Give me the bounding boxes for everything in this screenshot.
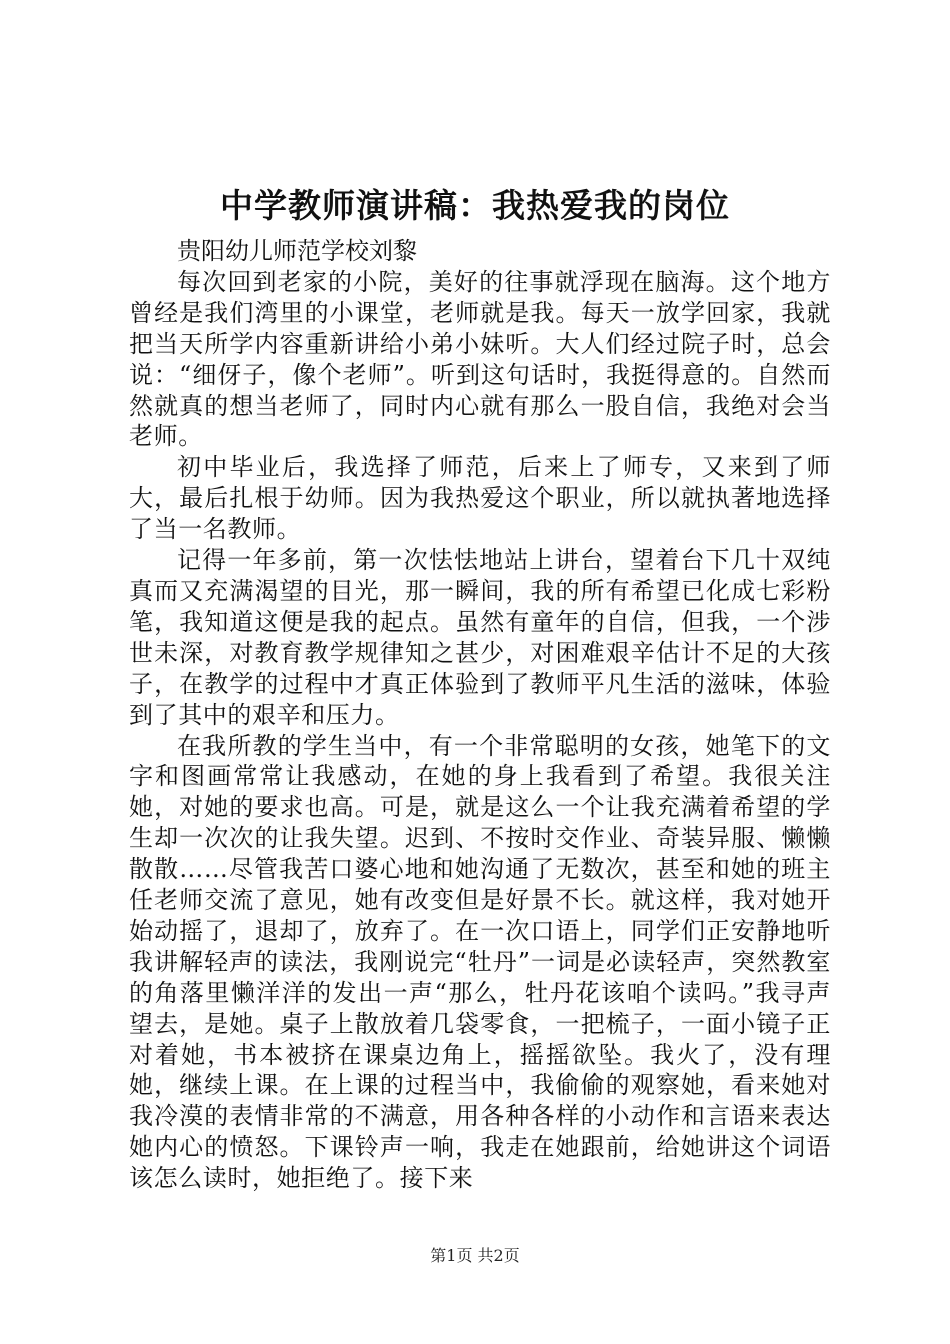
document-body	[129, 236, 831, 1194]
paragraph-4: 在我所教的学生当中，有一个非常聪明的女孩，她笔下的文字和图画常常让我感动，在她的身上我看到了希望。我很关注她，对她的要求也高。可是，就是这么一个让我充满着希望的学生却一次次的让我失望。迟到、不按时交作业、奇装异服、懒懒散散……尽管我苦口婆心地和她沟通了无数次，甚至和她的班主任老师交流了意见，她有改变但是好景不长。就这样，我对她开始动摇了，退却了，放弃了。在一次口语上，同学们正安静地听我讲解轻声的读法，我刚说完“牡丹”一词是必读轻声，突然教室的角落里懒洋洋的发出一声“那么，牡丹花该咱个读吗。”我寻声望去，是她。桌子上散放着几袋零食，一把梳子，一面小镜子正对着她，书本被挤在课桌边角上，摇摇欲坠。我火了，没有理她，继续上课。在上课的过程当中，我偷偷的观察她，看来她对我冷漠的表情非常的不满意，用各种各样的小动作和言语来表达她内心的愤怒。下课铃声一响，我走在她跟前，给她讲这个词语该怎么读时，她拒绝了。接下来	[129, 731, 831, 1193]
paragraph-3: 记得一年多前，第一次怯怯地站上讲台，望着台下几十双纯真而又充满渴望的目光，那一瞬间，我的所有希望已化成七彩粉笔，我知道这便是我的起点。虽然有童年的自信，但我，一个涉世未深，对教育教学规律知之甚少，对困难艰辛估计不足的大孩子，在教学的过程中才真正体验到了教师平凡生活的滋味，体验到了其中的艰辛和压力。	[129, 546, 831, 729]
author-line: 贵阳幼儿师范学校刘黎	[177, 237, 417, 265]
document-title: 中学教师演讲稿：我热爱我的岗位	[220, 186, 730, 225]
paragraph-2: 初中毕业后，我选择了师范，后来上了师专，又来到了师大，最后扎根于幼师。因为我热爱这个职业，所以就执著地选择了当一名教师。	[129, 453, 831, 544]
paragraph-1: 每次回到老家的小院，美好的往事就浮现在脑海。这个地方曾经是我们湾里的小课堂，老师就是我。每天一放学回家，我就把当天所学内容重新讲给小弟小妹听。大人们经过院子时，总会说：“细伢子，像个老师”。听到这句话时，我挺得意的。自然而然就真的想当老师了，同时内心就有那么一股自信，我绝对会当老师。	[129, 267, 831, 451]
page-number-footer: 第1页 共2页	[430, 1246, 520, 1265]
